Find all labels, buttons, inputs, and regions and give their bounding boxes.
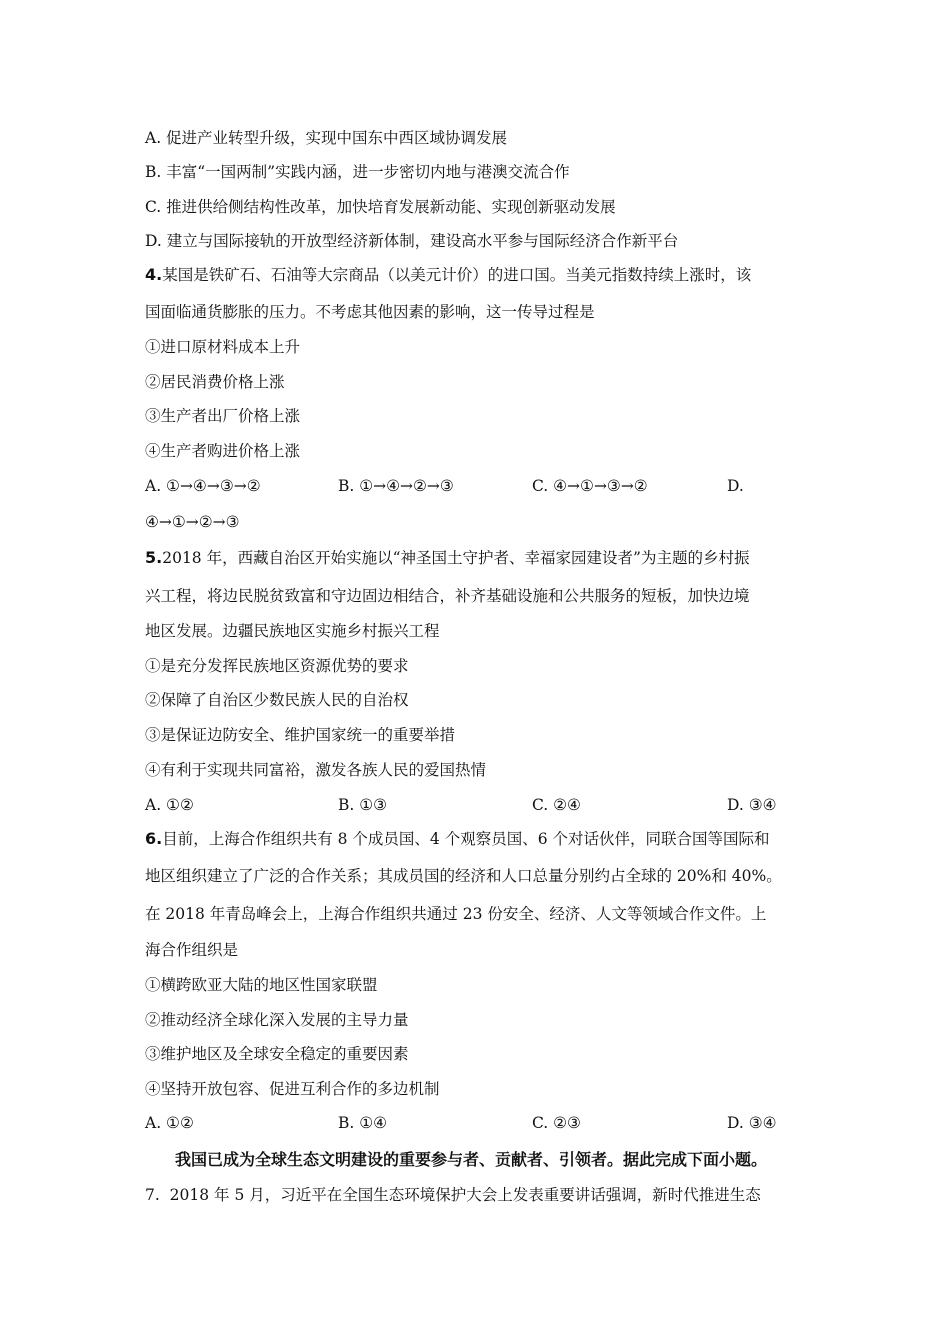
q4-option-d-content: ④→①→②→③ [145,513,240,531]
q5-stem-line-3: 地区发展。边疆民族地区实施乡村振兴工程 [145,622,440,640]
q6-number: 6. [145,829,163,848]
q4-item-3: ③生产者出厂价格上涨 [145,407,301,425]
q6-item-3: ③维护地区及全球安全稳定的重要因素 [145,1045,409,1063]
q5-number: 5. [145,548,163,567]
q4-stem-text-1: 某国是铁矿石、石油等大宗商品（以美元计价）的进口国。当美元指数持续上涨时，该 [162,266,752,284]
q4-option-a: A. ①→④→③→② [145,477,261,495]
q5-option-c: C. ②④ [532,796,581,814]
q4-item-4: ④生产者购进价格上涨 [145,442,301,460]
q7-stem-line-1 [145,1185,761,1205]
q4-item-1: ①进口原材料成本上升 [145,338,301,356]
q3-option-a: A. 促进产业转型升级，实现中国东中西区域协调发展 [145,129,508,147]
q4-stem-line-1 [145,265,751,285]
q6-stem-line-4: 海合作组织是 [145,941,239,959]
q3-option-b: B. 丰富“一国两制”实践内涵，进一步密切内地与港澳交流合作 [145,163,570,181]
q7-stem-text-1: 2018 年 5 月，习近平在全国生态环境保护大会上发表重要讲话强调，新时代推进生态 [169,1186,761,1204]
q4-option-b: B. ①→④→②→③ [338,477,454,495]
q6-option-c: C. ②③ [532,1114,581,1132]
q5-stem-text-1: 2018 年，西藏自治区开始实施以“神圣国土守护者、幸福家园建设者”为主题的乡村振 [162,549,750,567]
q5-item-2: ②保障了自治区少数民族人民的自治权 [145,691,409,709]
q6-stem-line-2: 地区组织建立了广泛的合作关系；其成员国的经济和人口总量分别约占全球的 20%和 40%。 [145,867,782,885]
q6-option-d: D. ③④ [727,1114,777,1132]
q6-item-1: ①横跨欧亚大陆的地区性国家联盟 [145,976,378,994]
q6-stem-line-1 [145,829,770,849]
q6-item-2: ②推动经济全球化深入发展的主导力量 [145,1011,409,1029]
q4-number: 4. [145,265,163,284]
q6-option-a: A. ①② [145,1114,194,1132]
q5-option-b: B. ①③ [338,796,388,814]
q6-stem-text-1: 目前，上海合作组织共有 8 个成员国、4 个观察员国、6 个对话伙伴，同联合国等国际和 [162,830,770,848]
q5-option-d: D. ③④ [727,796,777,814]
q6-stem-line-3: 在 2018 年青岛峰会上，上海合作组织共通过 23 份安全、经济、人文等领域合作文件。上 [145,905,767,923]
q6-option-b: B. ①④ [338,1114,388,1132]
q5-item-4: ④有利于实现共同富裕，激发各族人民的爱国热情 [145,761,487,779]
q6-item-4: ④坚持开放包容、促进互利合作的多边机制 [145,1080,440,1098]
q3-option-d: D. 建立与国际接轨的开放型经济新体制，建设高水平参与国际经济合作新平台 [145,232,679,250]
q4-stem-line-2: 国面临通货膨胀的压力。不考虑其他因素的影响，这一传导过程是 [145,303,595,321]
q3-option-c: C. 推进供给侧结构性改革，加快培育发展新动能、实现创新驱动发展 [145,198,616,216]
q5-option-a: A. ①② [145,796,194,814]
q5-stem-line-2: 兴工程，将边民脱贫致富和守边固边相结合，补齐基础设施和公共服务的短板，加快边境 [145,587,750,605]
section-intro: 我国已成为全球生态文明建设的重要参与者、贡献者、引领者。据此完成下面小题。 [175,1150,768,1169]
q4-option-c: C. ④→①→③→② [532,477,648,495]
q4-item-2: ②居民消费价格上涨 [145,373,285,391]
q7-number: 7. [145,1186,160,1204]
q5-item-1: ①是充分发挥民族地区资源优势的要求 [145,657,409,675]
q5-stem-line-1 [145,548,749,568]
q5-item-3: ③是保证边防安全、维护国家统一的重要举措 [145,726,456,744]
q4-option-d: D. [727,477,744,495]
